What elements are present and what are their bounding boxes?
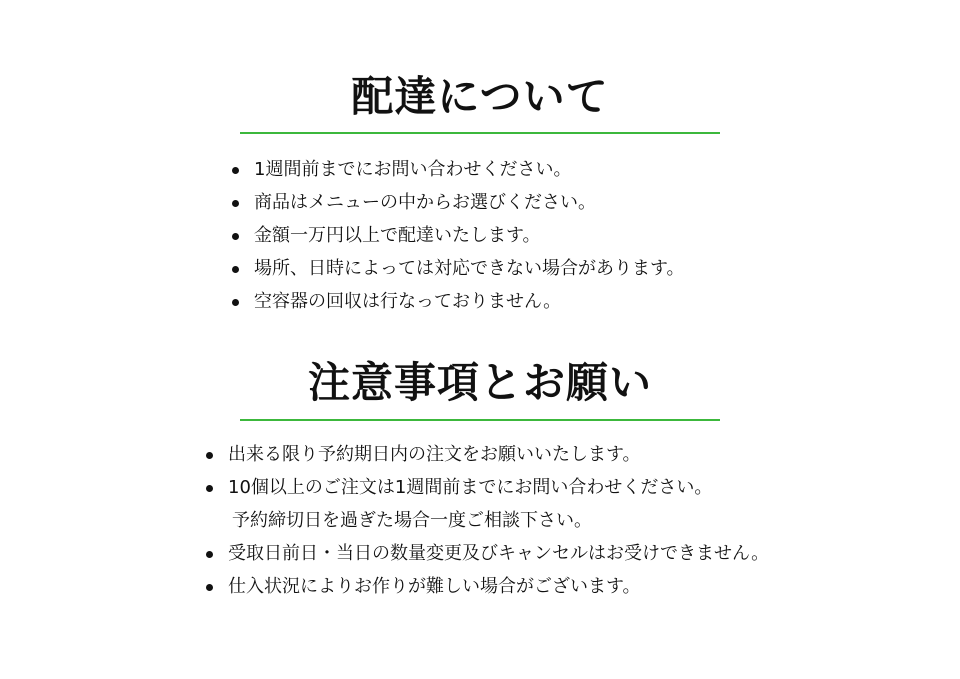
bullet-icon bbox=[206, 485, 213, 492]
notes-heading-underline bbox=[240, 419, 720, 421]
list-item bbox=[232, 252, 685, 285]
bullet-icon bbox=[232, 167, 239, 174]
list-item-text: 場所、日時によっては対応できない場合があります。 bbox=[254, 258, 685, 279]
delivery-heading: 配達について bbox=[351, 72, 609, 121]
bullet-icon bbox=[232, 266, 239, 273]
delivery-heading-underline bbox=[240, 132, 720, 134]
list-item bbox=[206, 438, 769, 471]
list-item bbox=[206, 471, 769, 504]
bullet-icon bbox=[206, 551, 213, 558]
bullet-icon bbox=[232, 299, 239, 306]
list-item bbox=[232, 186, 685, 219]
list-item-text: 10個以上のご注文は1週間前までにお問い合わせください。 bbox=[228, 477, 713, 498]
list-item-text: 出来る限り予約期日内の注文をお願いいたします。 bbox=[228, 444, 641, 465]
bullet-icon bbox=[206, 452, 213, 459]
list-item bbox=[232, 219, 685, 252]
notes-heading: 注意事項とお願い bbox=[307, 358, 652, 407]
list-item bbox=[232, 285, 685, 318]
list-item-text: 1週間前までにお問い合わせください。 bbox=[254, 159, 572, 180]
list-item-text: 商品はメニューの中からお選びください。 bbox=[254, 192, 596, 213]
notes-list bbox=[206, 438, 769, 603]
bullet-icon bbox=[206, 584, 213, 591]
list-item-text: 受取日前日・当日の数量変更及びキャンセルはお受けできません。 bbox=[228, 543, 770, 564]
list-item-continuation bbox=[206, 504, 769, 537]
list-item-text: 金額一万円以上で配達いたします。 bbox=[254, 225, 541, 246]
delivery-list bbox=[232, 153, 685, 318]
bullet-icon bbox=[232, 200, 239, 207]
list-item bbox=[232, 153, 685, 186]
list-item-text: 予約締切日を過ぎた場合一度ご相談下さい。 bbox=[232, 510, 592, 531]
list-item bbox=[206, 537, 769, 570]
list-item-text: 仕入状況によりお作りが難しい場合がございます。 bbox=[228, 576, 641, 597]
bullet-icon bbox=[232, 233, 239, 240]
list-item-text: 空容器の回収は行なっておりません。 bbox=[254, 291, 562, 312]
list-item bbox=[206, 570, 769, 603]
